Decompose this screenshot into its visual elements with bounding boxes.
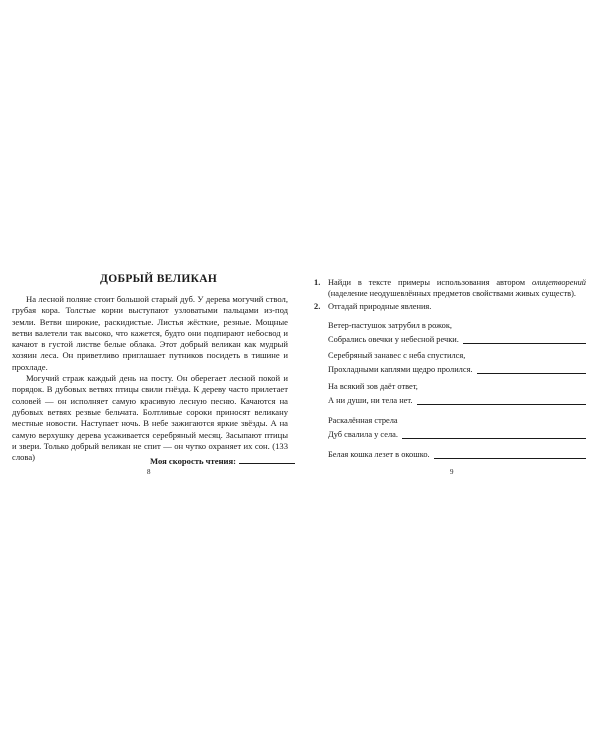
page-number-right: 9 [450,468,454,476]
reading-speed [150,455,295,466]
task-2-text: Отгадай природные явления. [328,302,432,311]
riddle-4-line-1: Раскалённая стрела [328,416,398,425]
task-2 [314,301,586,312]
task-1 [314,277,586,299]
riddle-4-line-2: Дуб свалила у села. [328,430,398,439]
riddle-2 [328,349,586,377]
right-page [300,0,600,750]
riddle-5-line-1: Белая кошка лезет в окошко. [328,450,430,459]
task-1-text: Найди в тексте примеры использования автором олицетворений (наделение неодушевлённых предметов свойствами живых существ). [328,278,586,298]
riddle-5 [328,448,586,462]
page-number-left: 8 [147,468,151,476]
riddle-1-answer-line[interactable] [463,342,586,344]
story-title: ДОБРЫЙ ВЕЛИКАН [100,273,218,285]
task-1-italic-term: олицетворений [531,278,586,287]
riddle-2-answer-line[interactable] [477,372,586,374]
riddle-1-line-1: Ветер-пастушок затрубил в рожок, [328,321,452,330]
riddle-3-answer-line[interactable] [417,403,586,405]
riddle-1 [328,319,586,347]
riddle-3-line-1: На всякий зов даёт ответ, [328,382,418,391]
task-1-number: 1. [314,278,321,287]
story-text [12,294,288,463]
story-paragraph-2: Могучий страж каждый день на посту. Он оберегает лесной покой и порядок. В дубовых ветвях птицы свили гнёзда. К дереву часто прилетает соловей — он исполняет самую красивую лесную песню. Качаются на дубовых ветвях резвые бельчата. Болтливые сороки приносят великану местные новости. Наступает ночь. В небе зажигаются яркие звёзды. А на самую верхушку дерева усаживается серебряный месяц. Засыпают птицы и звери. Только добрый великан не спит — он чутко охраняет их сон. (133 слова) [12,373,288,463]
riddle-1-line-2: Собрались овечки у небесной речки. [328,335,459,344]
riddle-4 [328,414,586,442]
story-paragraph-1: На лесной поляне стоит большой старый дуб. У дерева могучий ствол, грубая кора. Толстые корни выступают узловатыми пальцами из-под земли. Ветви широкие, раскидистые. Листья жёсткие, резные. Мощные ветви валетели так высоко, что кажется, будто они подпирают небосвод и качают в густой листве белые облака. Этот добрый великан как мудрый хозяин леса. Он приветливо приглашает путников посидеть в тишине и прохладе. [12,294,288,372]
riddle-3 [328,380,586,408]
riddle-2-line-2: Прохладными каплями щедро пролился. [328,365,473,374]
riddle-2-line-1: Серебряный занавес с неба спустился, [328,351,466,360]
riddle-3-line-2: А ни души, ни тела нет. [328,396,413,405]
riddle-5-answer-line[interactable] [434,457,586,459]
reading-speed-answer-line[interactable] [239,455,295,464]
task-2-number: 2. [314,302,321,311]
riddle-4-answer-line[interactable] [402,437,586,439]
reading-speed-label: Моя скорость чтения: [150,456,236,466]
